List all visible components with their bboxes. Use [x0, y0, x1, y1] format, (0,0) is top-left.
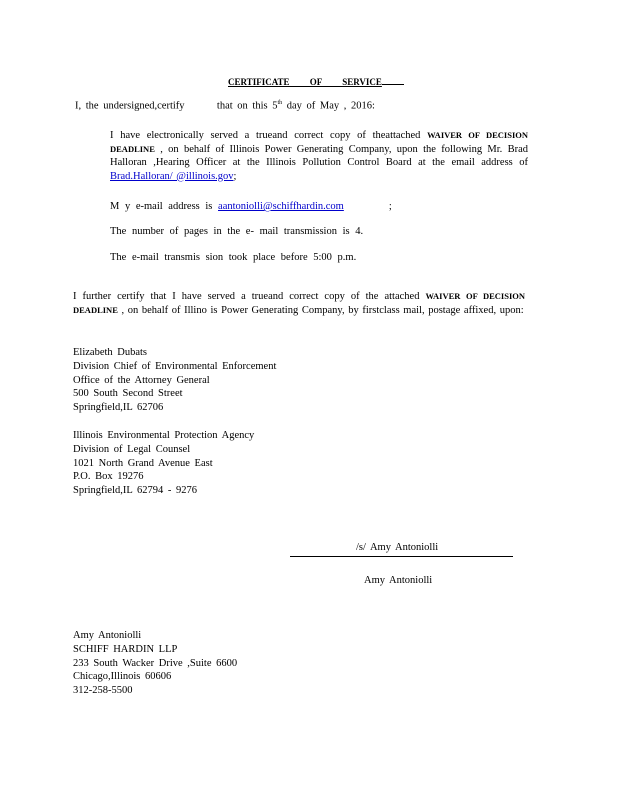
intro-prefix: I, the undersigned,certify	[75, 100, 185, 112]
address-line: 1021 North Grand Avenue East	[73, 457, 213, 469]
address-line: Division Chief of Environmental Enforcement	[73, 360, 277, 372]
sender-line: 233 South Wacker Drive ,Suite 6600	[73, 657, 238, 669]
signature-name: Amy Antoniolli	[364, 575, 433, 586]
address-line: 500 South Second Street	[73, 388, 183, 400]
address-line: P.O. Box 19276	[73, 471, 144, 483]
signature-text: /s/ Amy Antoniolli	[356, 542, 439, 553]
sender-line: 312-258-5500	[73, 685, 133, 697]
intro-mid: that on this 5	[216, 100, 278, 112]
address-line: Springfield,IL 62794 - 9276	[73, 485, 198, 497]
p2-text-a: M y e-mail address is	[110, 201, 213, 212]
paragraph-transmission-time: The e-mail transmis sion took place before 5:00 p.m.	[110, 252, 357, 263]
sender-line: Amy Antoniolli	[73, 630, 142, 641]
p5-text-a: I further certify that I have served a trueand correct copy of the attached	[73, 291, 420, 302]
signature-line	[290, 556, 513, 557]
paragraph-email-service	[110, 129, 528, 183]
address-line: Division of Legal Counsel	[73, 443, 191, 455]
intro-sup: th	[277, 100, 283, 106]
intro-suffix: day of May , 2016:	[286, 100, 375, 112]
hearing-officer-email-link[interactable]: Brad.Halloran/ @illinois.gov	[110, 170, 234, 182]
document-title: CERTIFICATE OF SERVICE	[228, 75, 404, 87]
address-line: Illinois Environmental Protection Agency	[73, 430, 255, 441]
paragraph-mail-service	[73, 290, 525, 317]
sender-email-link[interactable]: aantoniolli@schiffhardin.com	[218, 201, 344, 212]
paragraph-sender-email	[110, 201, 392, 212]
p1-text-a: I have electronically served a trueand correct copy of theattached	[110, 130, 421, 141]
p1-document-title: WAIVER OF DECISION DEADLINE	[110, 130, 529, 154]
p1-text-c: ;	[233, 170, 237, 182]
recipient-address-1	[73, 346, 276, 415]
p2-text-c: ;	[388, 201, 392, 212]
paragraph-page-count: The number of pages in the e- mail transmission is 4.	[110, 226, 364, 237]
intro-line	[75, 100, 375, 112]
address-line: Office of the Attorney General	[73, 374, 210, 386]
address-line: Springfield,IL 62706	[73, 402, 164, 414]
sender-block	[73, 629, 237, 698]
p5-document-title: WAIVER OF DECISION DEADLINE	[73, 291, 526, 315]
sender-line: Chicago,Illinois 60606	[73, 671, 172, 683]
address-line: Elizabeth Dubats	[73, 347, 148, 358]
recipient-address-2	[73, 429, 254, 498]
p1-text-b: , on behalf of Illinois Power Generating Company, upon the following Mr. Brad Halloran ,Hearing Officer at the Illinois Pollution Control Board at the email address of	[110, 143, 528, 168]
sender-line: SCHIFF HARDIN LLP	[73, 643, 178, 655]
p5-text-b: , on behalf of Illino is Power Generating Company, by firstclass mail, postage affixed, upon:	[121, 304, 524, 316]
